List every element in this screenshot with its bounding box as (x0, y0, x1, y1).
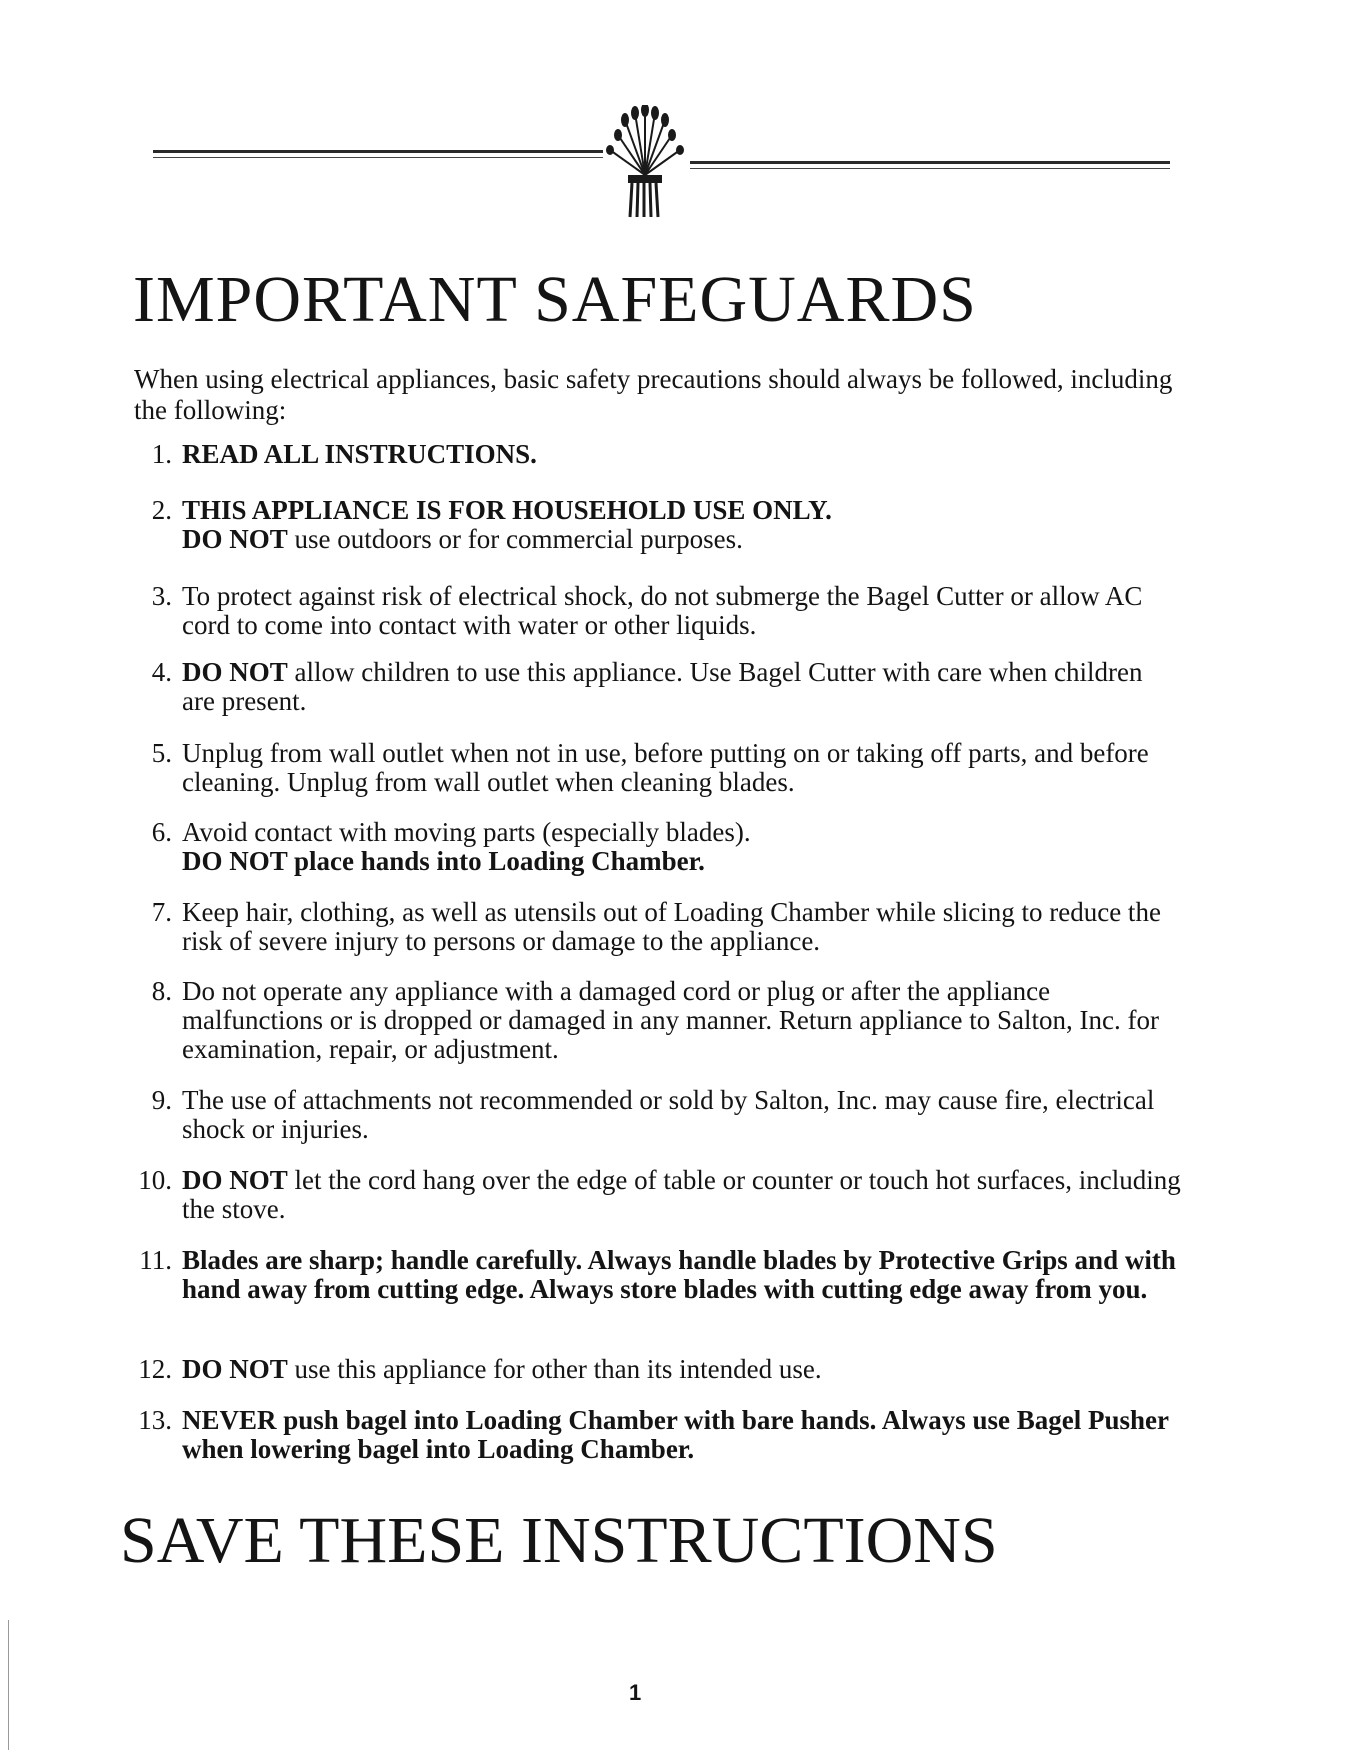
footer-title: SAVE THESE INSTRUCTIONS (120, 1504, 998, 1577)
item-bold-text: DO NOT place hands into Loading Chamber. (182, 846, 705, 876)
item-text: Unplug from wall outlet when not in use, before putting on or taking off parts, and before cleaning. Unplug from wall outlet when cleaning blades. (182, 738, 1149, 797)
item-number: 9. (151, 1085, 172, 1115)
item-bold-text: DO NOT (182, 1165, 288, 1195)
header-rule-left-thin (153, 157, 603, 158)
item-bold-text: DO NOT (182, 524, 288, 554)
item-number: 8. (151, 976, 172, 1006)
header-rule-left (153, 150, 603, 153)
item-number: 7. (151, 897, 172, 927)
item-text: Avoid contact with moving parts (especially blades). (182, 817, 751, 847)
item-bold-text: DO NOT (182, 1354, 288, 1384)
item-number: 3. (151, 581, 172, 611)
item-text: use outdoors or for commercial purposes. (287, 524, 743, 554)
header-rule-right-thin (690, 168, 1170, 169)
item-text: allow children to use this appliance. Use Bagel Cutter with care when children are present. (182, 657, 1143, 716)
item-text: The use of attachments not recommended or sold by Salton, Inc. may cause fire, electrical shock or injuries. (182, 1085, 1155, 1144)
wheat-sheaf-logo-icon (590, 105, 700, 225)
item-number: 12. (138, 1354, 172, 1384)
item-bold-text: READ ALL INSTRUCTIONS. (182, 439, 537, 469)
intro-paragraph: When using electrical appliances, basic safety precautions should always be followed, including the following: (134, 364, 1173, 425)
header-rule-right (690, 161, 1170, 164)
item-text: Do not operate any appliance with a damaged cord or plug or after the appliance malfunctions or is dropped or damaged in any manner. Return appliance to Salton, Inc. for examination, repair, or adjustment. (182, 976, 1159, 1064)
item-bold-text: NEVER push bagel into Loading Chamber with bare hands. Always use Bagel Pusher when lowering bagel into Loading Chamber. (182, 1405, 1169, 1464)
item-bold-text: THIS APPLIANCE IS FOR HOUSEHOLD USE ONLY. (182, 495, 832, 525)
item-bold-text: Blades are sharp; handle carefully. Always handle blades by Protective Grips and with hand away from cutting edge. Always store blades with cutting edge away from you. (182, 1245, 1176, 1304)
item-number: 1. (151, 439, 172, 469)
item-number: 2. (151, 495, 172, 525)
item-number: 5. (151, 738, 172, 768)
item-text: Keep hair, clothing, as well as utensils out of Loading Chamber while slicing to reduce the risk of severe injury to persons or damage to the appliance. (182, 897, 1161, 956)
item-number: 10. (138, 1165, 172, 1195)
item-number: 11. (139, 1245, 172, 1275)
item-number: 13. (138, 1405, 172, 1435)
item-text: To protect against risk of electrical shock, do not submerge the Bagel Cutter or allow AC cord to come into contact with water or other liquids. (182, 581, 1143, 640)
item-number: 6. (151, 817, 172, 847)
item-text: let the cord hang over the edge of table or counter or touch hot surfaces, including the stove. (182, 1165, 1181, 1224)
margin-line (8, 1620, 9, 1750)
item-bold-text: DO NOT (182, 657, 288, 687)
page-number: 1 (629, 1680, 642, 1705)
item-text: use this appliance for other than its intended use. (287, 1354, 822, 1384)
page-title: IMPORTANT SAFEGUARDS (133, 263, 977, 336)
item-number: 4. (151, 657, 172, 687)
